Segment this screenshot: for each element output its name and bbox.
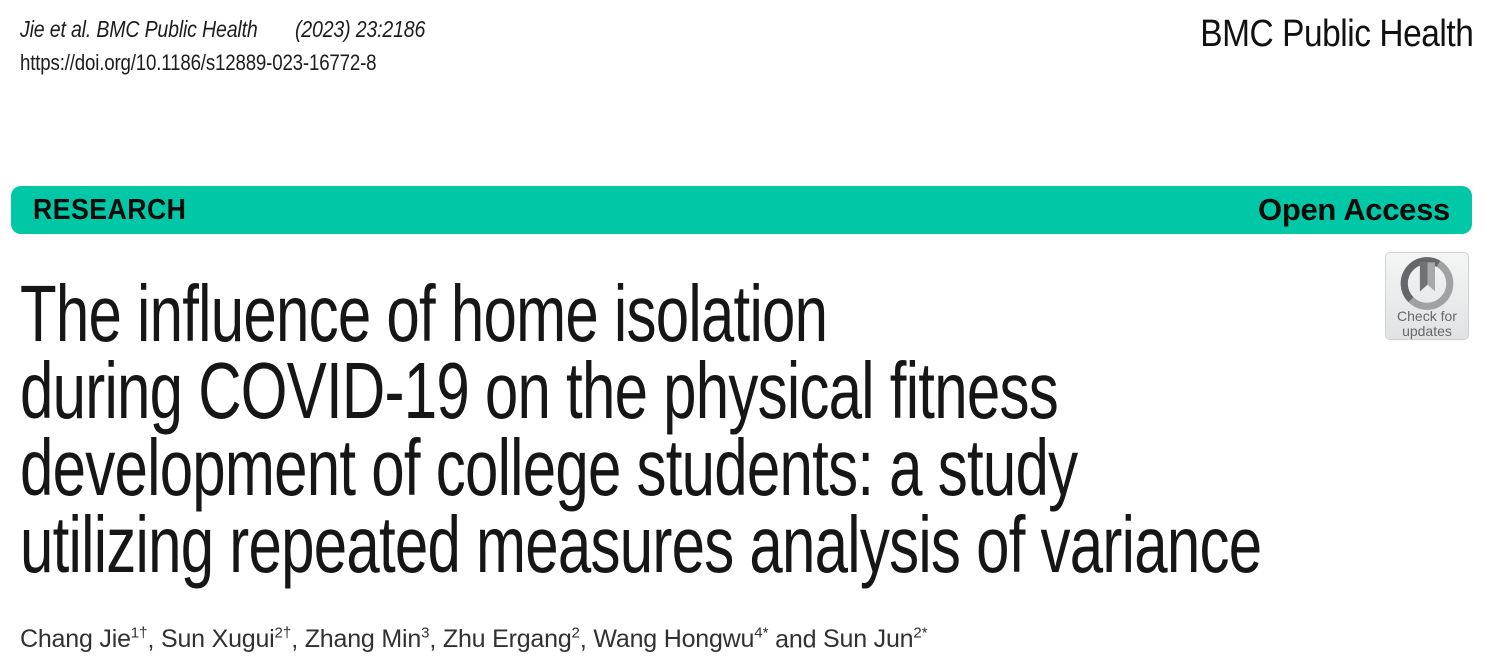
open-access-label: Open Access: [1258, 192, 1450, 227]
author-affiliation-sup: 1†: [130, 625, 148, 642]
author-name: Wang Hongwu$^{4*}$: [593, 625, 769, 654]
author-list: Chang Jie$^{1\dagger}$, Sun Xugui$^{2\dagger}$, Zhang Min$^3$, Zhu Ergang$^2$, Wang Hongwu$^{4*}$ and Sun Jun$^{2*}$: [20, 625, 928, 654]
author-affiliation-sup: 4*: [754, 625, 769, 642]
author-affiliation-sup: 3: [421, 625, 430, 642]
author-affiliation-sup: 2*: [913, 625, 928, 642]
title-line-3: development of college students: a study: [20, 423, 1078, 512]
author-name: Zhang Min$^3$: [304, 625, 430, 654]
citation-text: Jie et al. BMC Public Health: [20, 16, 258, 42]
author-affiliation-sup: 2: [571, 625, 580, 642]
doi-link[interactable]: https://doi.org/10.1186/s12889-023-16772-8: [20, 50, 377, 75]
title-line-4: utilizing repeated measures analysis of variance: [20, 500, 1262, 589]
author-name: Sun Jun$^{2*}$: [823, 625, 928, 654]
check-badge-line1: Check for: [1397, 308, 1457, 324]
author-name: Chang Jie$^{1\dagger}$: [20, 625, 148, 654]
title-line-1: The influence of home isolation: [20, 269, 828, 358]
journal-name: BMC Public Health: [1199, 13, 1473, 55]
author-name: Zhu Ergang$^2$: [442, 625, 580, 654]
citation-line: [20, 16, 425, 42]
article-title: [20, 269, 1497, 589]
title-line-2: during COVID-19 on the physical fitness: [20, 346, 1058, 435]
check-badge-line2: updates: [1402, 323, 1452, 339]
citation-issue: (2023) 23:2186: [294, 16, 426, 42]
section-label: RESEARCH: [33, 193, 187, 226]
citation-block: [20, 16, 425, 76]
research-banner: [11, 186, 1472, 234]
author-name: Sun Xugui$^{2\dagger}$: [160, 625, 292, 654]
author-affiliation-sup: 2†: [274, 625, 292, 642]
